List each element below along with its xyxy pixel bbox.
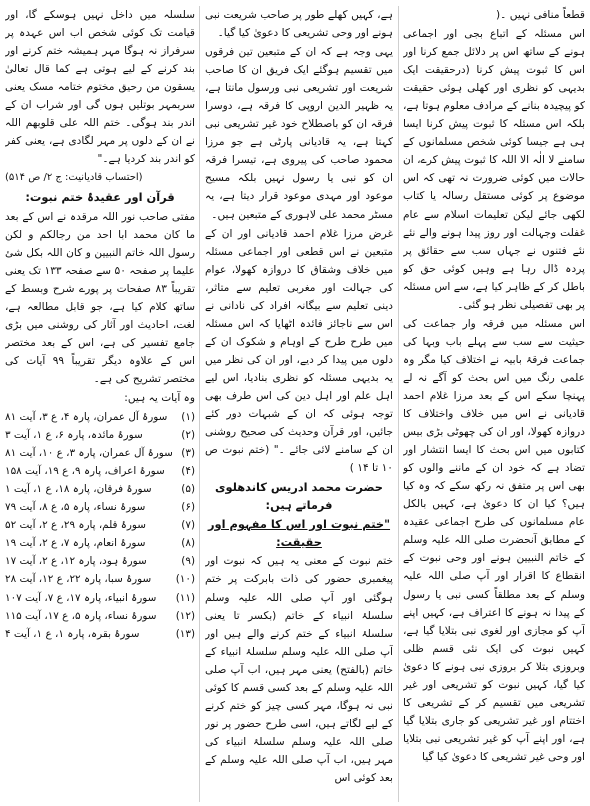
- verses-intro: وہ آیات یہ ہیں:: [124, 391, 195, 404]
- paragraph: یہی وجہ ہے کہ ان کے متبعین تین فرقوں میں تقسیم ہوگئے ایک فریق ان کا صاحب شریعت اور تشریعی نبی ورسول مانتا ہے، یہ ظہیر الدین اروپی کا فرقہ ہے، دوسرا فرقہ ان کو باصطلاح خود غیر تشریعی نبی کہتا ہے، یہ قادیانی پارٹی ہے جو مرزا محمود صاحب کی پیروی ہے، تیسرا فرقہ ان کو نبی یا رسول نہیں بلکہ مسیح موعود اور مہدی موعود قرار دیتا ہے، یہ مسٹر محمد علی لاہوری کے متبعین ہیں۔: [205, 46, 393, 221]
- verse-item: [5, 444, 195, 462]
- verse-item: [5, 498, 195, 516]
- verse-reference: سورۂ اعراف، پارہ ۹، ع ۱۹، آیت ۱۵۸: [5, 465, 165, 478]
- verse-reference: سورۂ بقرہ، پارہ ۱، ع ۱، آیت ۴: [5, 627, 140, 640]
- verse-item: [5, 589, 195, 607]
- verse-item: [5, 426, 195, 444]
- verse-reference: سورۂ آل عمران، پارہ ۴، ع ۳، آیت ۸۱: [5, 411, 168, 424]
- paragraph: قطعاً منافی نہیں ۔(: [496, 9, 585, 21]
- column-divider: [398, 6, 399, 802]
- verse-reference: سورۂ آل عمران، پارہ ۳، ع ۱۰، آیت ۸۱: [5, 447, 173, 460]
- verse-number: (۱۳): [175, 627, 195, 640]
- verse-number: (۸): [181, 537, 195, 550]
- verse-item: [5, 462, 195, 480]
- verse-reference: سورۂ انعام، پارہ ۷، ع ۲، آیت ۱۹: [5, 537, 146, 550]
- verse-reference: سورۂ مائدہ، پارہ ۶، ع ۱، آیت ۳: [5, 429, 143, 442]
- verse-reference: سورۂ ہود، پارہ ۱۲، ع ۲، آیت ۱۷: [5, 555, 147, 568]
- verse-number: (۱۲): [175, 609, 195, 622]
- column-divider: [199, 6, 200, 802]
- verse-number: (۱۱): [175, 591, 195, 604]
- verse-item: [5, 534, 195, 552]
- verse-item: [5, 408, 195, 426]
- paragraph: اس مسئلہ میں فرقہ وار جماعت کی حیثیت سے سب سے پہلے باب وبہا کی جماعت فرقۂ بابیہ نے اختلاف کیا مگر وہ علمی رنگ میں اس بحث کو آگے نہ لے پہنچا سکے اس کے بعد مرزا غلام احمد قادیانی نے اس میں خلاف واختلاف کا دروازہ کھولا، اور ان کی چھوٹی بڑی بیس کتابوں میں اس بحث کا ایسا انتشار اور تضاد ہے کہ خود ان کے ماننے والوں کو بھی اس پر متفق نہ رکھ سکے کہ وہ کیا ہیں؟ کیا ان کا دعویٰ ہے، کہیں بالکل عام مسلمانوں کی طرح اجماعی عقیدہ کے مطابق آنحضرت صلی اللہ علیہ وسلم کے خاتم النبیین ہونے اور وحی نبوت کے انقطاع کا اقرار اور آپ صلی اللہ علیہ وسلم کے بعد مطلقاً کسی نبی یا رسول کے پیدا نہ ہونے کا اعتراف ہے، کہیں اپنے آپ کو مجازی اور لغوی نبی بتلایا گیا ہے، کہیں نبوت کی ایک نئی قسم ظلی وبروزی بتلا کر بروزی نبی ہونے کا دعویٰ کیا گیا، کہیں نبوت کو تشریعی اور غیر تشریعی میں تقسیم کر کے تشریعی کا اختتام اور غیر تشریعی کو جاری بتلایا گیا ہے، اور اپنے آپ کو غیر تشریعی نبی بتلایا اور وحی غیر تشریعی کا دعویٰ کیا گیا: [403, 317, 585, 763]
- verse-number: (۵): [181, 483, 195, 496]
- verse-item: [5, 480, 195, 498]
- verse-reference: سورۂ قلم، پارہ ۲۹، ع ۲، آیت ۵۲: [5, 519, 146, 532]
- verse-number: (۹): [181, 555, 195, 568]
- verse-number: (۱): [181, 411, 195, 424]
- verse-number: (۷): [181, 519, 195, 532]
- verse-list: [5, 408, 195, 643]
- middle-column: [205, 6, 393, 802]
- attribution-line: حضرت محمد ادریس کاندھلوی فرماتے ہیں:: [215, 480, 383, 513]
- verse-number: (۶): [181, 501, 195, 514]
- verse-number: (۱۰): [175, 573, 195, 586]
- verse-number: (۳): [181, 447, 195, 460]
- right-column: [403, 6, 585, 802]
- verse-reference: سورۂ انبیاء، پارہ ۱۷، ع ۷، آیت ۱۰۷: [5, 591, 157, 604]
- paragraph: سلسلہ میں داخل نہیں ہوسکے گا، اور قیامت تک کوئی شخص اب اس عہدہ پر سرفراز نہ ہوگا مہر ہمیشہ ختم کرنے اور بند کرنے کے لیے ہوتی ہے کما قال تعالیٰ یسقون من رحیق مختوم ختامہ مسک یعنی سربمہر بوتلیں ہوں گی اور شراب ان کے اندر بند ہوگی۔ ختم اللہ علی قلوبھم اللہ نے ان کے دلوں پر مہر لگادی ہے، یعنی کفر کو اندر بند کردیا ہے۔": [5, 9, 195, 166]
- verse-number: (۴): [181, 465, 195, 478]
- paragraph: مفتی صاحب نور اللہ مرقدہ نے اس کے بعد ما کان محمد ابا احد من رجالکم و لکن رسول اللہ خاتم النبیین و کان اللہ بکل شئ علیما پر صفحہ ۵۰ سے صفحہ ۱۳۳ تک یعنی تقریباً ۸۳ صفحات پر پورے شرح وبسط کے ساتھ کلام کیا ہے، جو قابل مطالعہ ہے، لغت، احادیث اور آثار کی روشنی میں بڑی جامع تفسیر کی ہے، اس کے بعد مختصر اس کے علاوہ دیگر تقریباً ۹۹ آیات کی مختصر تشریح کی ہے۔: [5, 210, 195, 385]
- verse-item: [5, 570, 195, 588]
- verse-reference: سورۂ نساء، پارہ ۵، ع ۱۷، آیت ۱۱۵: [5, 609, 157, 622]
- verse-reference: سورۂ نساء، پارہ ۵، ع ۸، آیت ۷۹: [5, 501, 146, 514]
- section-heading: "ختم نبوت اور اس کا مفہوم اور حقیقت:: [207, 517, 391, 550]
- paragraph: اس مسئلہ کے اتباع بجی اور اجماعی ہونے کے ساتھ اس پر دلائل جمع کرنا اور اس کا ثبوت پیش کرنا (درحقیقت ایک بدیہی کو نظری اور کھلی ہوئی حقیقت کو پیچیدہ بنانے کے مرادف معلوم ہوتا ہے، بلکہ اس مسئلہ کا ثبوت پیش کرنا ایسا ہی ہے جیسا کوئی شخص مسلمانوں کے سامنے لا الٰہ الا اللہ کا ثبوت پیش کرے، ان حالات میں کوئی ضرورت نہ تھی کہ اس موضوع پر کوئی مستقل رسالہ یا کتاب لکھی جائے لیکن تعلیمات اسلام سے عام غفلت وجہالت اور روز پیدا ہونے والے نئے نئے فتنوں نے جہاں سب سے حقائق پر پردہ ڈال رہا ہے وہیں کوئی حق کو باطل کر کے ظاہر کیا ہے، سے اس مسئلہ پر بھی تفصیلی نظر ہو گئی۔: [403, 28, 585, 311]
- left-column: [5, 6, 195, 802]
- citation: (احتساب قادیانیت: ج ۲/ ص ۵۱۴): [5, 172, 143, 184]
- paragraph: ہے، کہیں کھلے طور پر صاحب شریعت نبی ہونے اور وحی تشریعی کا دعویٰ کیا گیا۔: [205, 9, 393, 40]
- verse-item: [5, 625, 195, 643]
- verse-reference: سورۂ سبا، پارہ ۲۲، ع ۱۲، آیت ۲۸: [5, 573, 152, 586]
- verse-number: (۲): [181, 429, 195, 442]
- verse-item: [5, 607, 195, 625]
- paragraph: غرض مرزا غلام احمد قادیانی اور ان کے متبعین نے اس قطعی اور اجماعی مسئلہ میں خلاف وشقاق کا دروازہ کھولا، عوام کی جہالت اور مغربی تعلیم سے متاثر، دینی تعلیم سے بیگانہ افراد کی نادانی نے اس سے ناجائز فائدہ اٹھایا کہ اس مسئلہ میں طرح طرح کے اوہام و شکوک ان کے دلوں میں پیدا کر دیے، اور ان کی نظر میں یہ بدیہی مسئلہ کو نظری بنادیا، اس لیے اہل علم اور اہل دین کی اس طرف بھی توجہ ہوئی کہ ان کے شبہات دور کئے جائیں، اور قرآن وحدیث کی صحیح روشنی ان کے سامنے لائی جائے ۔" (ختم نبوت ص ۱۰ تا ۱۴ ): [205, 227, 393, 475]
- section-heading: قرآن اور عقیدۂ ختم نبوت:: [25, 190, 175, 205]
- verse-reference: سورۂ فرقان، پارہ ۱۸، ع ۱، آیت ۱: [5, 483, 152, 496]
- verse-item: [5, 552, 195, 570]
- paragraph: ختم نبوت کے معنی یہ ہیں کہ نبوت اور پیغمبری حضور کی ذات بابرکت پر ختم ہوگئی اور آپ صلی اللہ علیہ وسلم سلسلۂ انبیاء کے خاتم (بکسر تا یعنی سلسلۂ انبیاء کے ختم کرنے والے ہیں اور آپ صلی اللہ علیہ وسلم سلسلۂ انبیاء کے خاتم (بالفتح) یعنی مہر ہیں، اب آپ صلی اللہ علیہ وسلم کے بعد کسی قسم کا کوئی نبی نہ ہوگا، مہر کسی چیز کو ختم کرنے کے لیے لگاتے ہیں، اسی طرح حضور پر نور صلی اللہ علیہ وسلم سلسلۂ انبیاء کی مہر ہیں، اب آپ صلی اللہ علیہ وسلم کے بعد کوئی اس: [205, 555, 393, 784]
- verse-item: [5, 516, 195, 534]
